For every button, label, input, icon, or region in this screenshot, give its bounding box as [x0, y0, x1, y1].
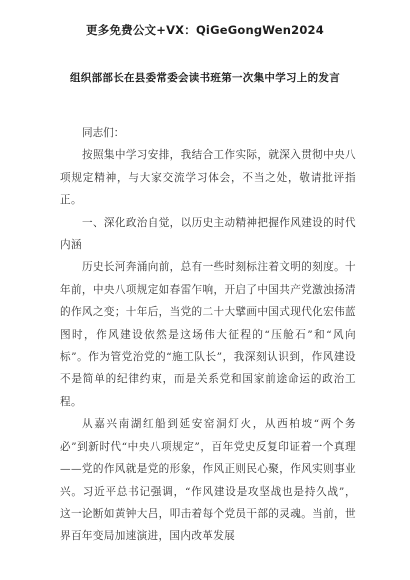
document-title: 组织部部长在县委常委会读书班第一次集中学习上的发言 — [70, 72, 340, 84]
document-body — [60, 122, 356, 548]
paragraph-party-history: 从嘉兴南湖红船到延安窑洞灯火，从西柏坡“两个务必”到新时代“中央八项规定”，百年党史反复印证着一个真理——党的作风就是党的形象，作风正则民心聚，作风实则事业兴。习近平总书记强调，“作风建设是攻坚战也是持久战”，这一论断如黄钟大吕，叩击着每个党员干部的灵魂。当前，世界百年变局加速演进，国内改革发展 — [60, 418, 356, 543]
section-heading: 一、深化政治自觉，以历史主动精神把握作风建设的时代内涵 — [60, 216, 356, 252]
paragraph-history: 历史长河奔涌向前，总有一些时刻标注着文明的刻度。十年前，中央八项规定如春雷乍响，开启了中国共产党激浊扬清的作风之变；十年后，当党的二十大擘画中国式现代化宏伟蓝图时，作风建设依然是这场伟大征程的“压舱石”和“风向标”。作为管党治党的“施工队长”，我深刻认识到，作风建设不是简单的纪律约束，而是关系党和国家前途命运的政治工程。 — [60, 261, 356, 408]
salutation: 同志们： — [82, 127, 125, 139]
watermark-header: 更多免费公文+VX：QiGeGongWen2024 — [86, 23, 324, 37]
paragraph-intro: 按照集中学习安排，我结合工作实际，就深入贯彻中央八项规定精神，与大家交流学习体会，不当之处，敬请批评指正。 — [60, 149, 356, 207]
